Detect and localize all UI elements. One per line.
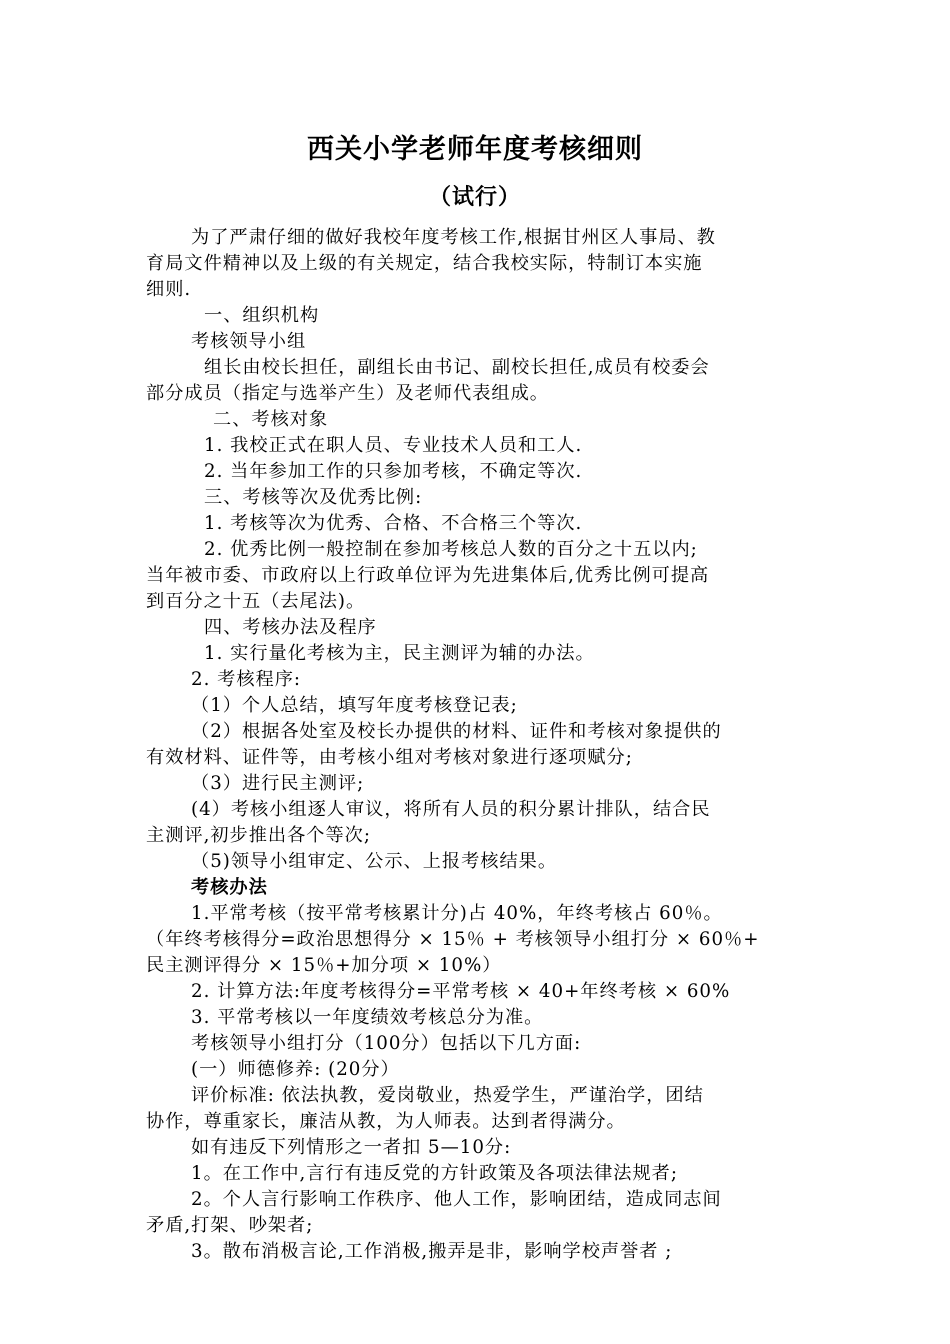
text-line: 2. 考核程序: bbox=[191, 669, 302, 690]
document-body bbox=[146, 225, 808, 1265]
section-heading-bold: 考核办法 bbox=[191, 877, 268, 898]
text-line: 2. 当年参加工作的只参加考核，不确定等次. bbox=[204, 461, 583, 482]
document-subtitle: （试行） bbox=[428, 184, 521, 210]
text-line: 育局文件精神以及上级的有关规定，结合我校实际，特制订本实施 bbox=[146, 253, 703, 274]
section-heading: 四、考核办法及程序 bbox=[204, 617, 377, 638]
text-line: 评价标准: 依法执教，爱岗敬业，热爱学生，严谨治学，团结 bbox=[191, 1085, 704, 1106]
text-line: 为了严肃仔细的做好我校年度考核工作,根据甘州区人事局、教 bbox=[191, 227, 716, 248]
text-line: 如有违反下列情形之一者扣 5—10分: bbox=[191, 1137, 512, 1158]
text-line: 1. 实行量化考核为主，民主测评为辅的办法。 bbox=[204, 643, 595, 664]
text-line: 当年被市委、市政府以上行政单位评为先进集体后,优秀比例可提高 bbox=[146, 565, 710, 586]
text-line: 到百分之十五（去尾法)。 bbox=[146, 591, 366, 612]
section-heading: 二、考核对象 bbox=[213, 409, 329, 430]
section-heading: 三、考核等次及优秀比例: bbox=[204, 487, 423, 508]
text-line: 2。个人言行影响工作秩序、他人工作，影响团结，造成同志间 bbox=[191, 1189, 722, 1210]
text-line: (一）师德修养: (20分） bbox=[191, 1059, 400, 1080]
section-heading: 一、组织机构 bbox=[204, 305, 320, 326]
text-line: 1. 我校正式在职人员、专业技术人员和工人. bbox=[204, 435, 583, 456]
text-line: 矛盾,打架、吵架者; bbox=[146, 1215, 314, 1236]
text-line: 考核领导小组打分（100分）包括以下几方面: bbox=[191, 1033, 582, 1054]
text-line: 3. 平常考核以一年度绩效考核总分为准。 bbox=[191, 1007, 544, 1028]
text-line: 部分成员（指定与选举产生）及老师代表组成。 bbox=[146, 383, 549, 404]
text-line: 民主测评得分 × 15％+加分项 × 10%） bbox=[146, 955, 502, 976]
text-line: （2）根据各处室及校长办提供的材料、证件和考核对象提供的 bbox=[191, 721, 722, 742]
text-line: 1. 考核等次为优秀、合格、不合格三个等次. bbox=[204, 513, 583, 534]
text-line: （1）个人总结，填写年度考核登记表; bbox=[191, 695, 518, 716]
text-line: （5)领导小组审定、公示、上报考核结果。 bbox=[191, 851, 558, 872]
text-line: 2. 优秀比例一般控制在参加考核总人数的百分之十五以内; bbox=[204, 539, 698, 560]
text-line: 1。在工作中,言行有违反党的方针政策及各项法律法规者; bbox=[191, 1163, 678, 1184]
text-line: 1.平常考核（按平常考核累计分)占 40%，年终考核占 60％。 bbox=[191, 903, 723, 924]
text-line: 2. 计算方法:年度考核得分=平常考核 × 40+年终考核 × 60% bbox=[191, 981, 731, 1002]
text-line: 主测评,初步推出各个等次; bbox=[146, 825, 371, 846]
text-line: 考核领导小组 bbox=[191, 331, 307, 352]
text-line: 有效材料、证件等，由考核小组对考核对象进行逐项赋分; bbox=[146, 747, 633, 768]
document-title: 西关小学老师年度考核细则 bbox=[307, 134, 643, 165]
text-line: 组长由校长担任，副组长由书记、副校长担任,成员有校委会 bbox=[204, 357, 710, 378]
text-line: （3）进行民主测评; bbox=[191, 773, 365, 794]
text-line: 协作，尊重家长，廉洁从教，为人师表。达到者得满分。 bbox=[146, 1111, 626, 1132]
text-line: (4）考核小组逐人审议，将所有人员的积分累计排队，结合民 bbox=[191, 799, 711, 820]
text-line: 细则. bbox=[146, 279, 192, 300]
text-line: 3。散布消极言论,工作消极,搬弄是非，影响学校声誉者 ; bbox=[191, 1241, 673, 1262]
text-line: （年终考核得分=政治思想得分 × 15％ + 考核领导小组打分 × 60％+ bbox=[146, 929, 760, 950]
